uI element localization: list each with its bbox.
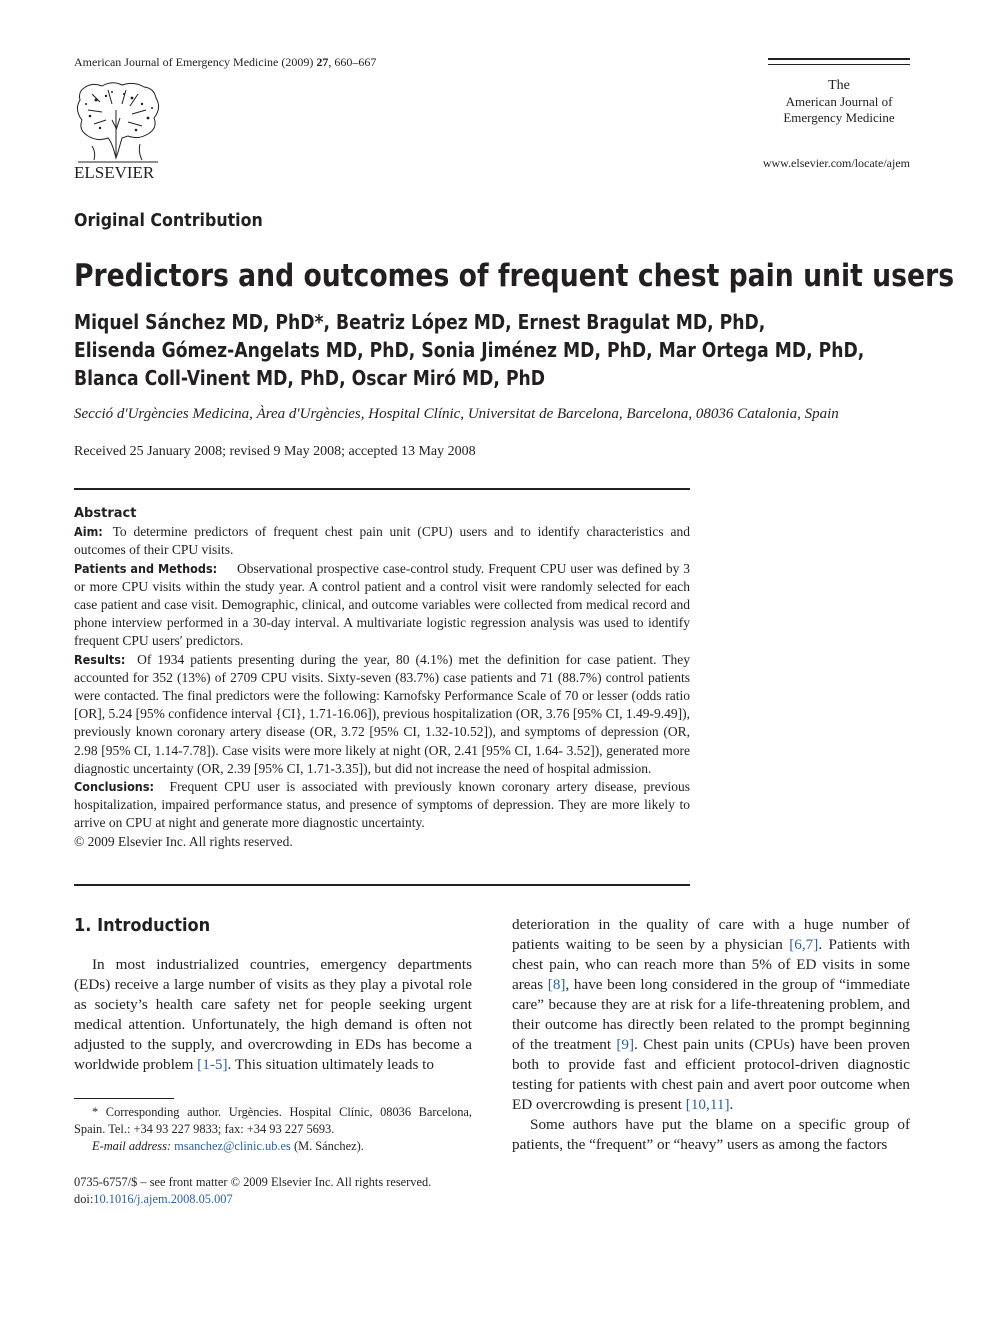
intro-paragraph-2: Some authors have put the blame on a specific group of patients, the “frequent” or “heavy” users as among the factors: [512, 1116, 910, 1153]
journal-name-block: [768, 78, 910, 126]
section-type: Original Contribution: [74, 210, 263, 231]
abstract-conclusions: Conclusions: Frequent CPU user is associated with previously known coronary artery disease, previous hospitalization, impaired performance status, and presence of symptoms of depression. They are more likely to arrive on CPU at night and generate more diagnostic uncertainty.: [74, 779, 690, 831]
abstract-rule-bottom: [74, 884, 690, 886]
reference-link[interactable]: [8]: [547, 976, 566, 993]
issn-block: [74, 1174, 472, 1208]
aim-label: Aim:: [74, 524, 103, 540]
journal-rule-bottom: [768, 64, 910, 65]
intro-right-column: [512, 915, 910, 1155]
authors-line2: Elisenda Gómez-Angelats MD, PhD, Sonia Jiménez MD, PhD, Mar Ortega MD, PhD,: [74, 338, 865, 362]
journal-name-line3: Emergency Medicine: [783, 110, 895, 125]
abstract-aim: Aim: To determine predictors of frequent chest pain unit (CPU) users and to identify characteristics and outcomes of their CPU visits.: [74, 524, 690, 558]
reference-link[interactable]: [6,7]: [789, 936, 819, 953]
reference-link[interactable]: [1-5]: [197, 1056, 228, 1073]
corresponding-author: * Corresponding author. Urgències. Hospital Clínic, 08036 Barcelona, Spain. Tel.: +34 93 227 9833; fax: +34 93 227 5693.: [74, 1105, 472, 1136]
reference-link[interactable]: [9]: [616, 1036, 635, 1053]
abstract-copyright: © 2009 Elsevier Inc. All rights reserved.: [74, 833, 293, 849]
issn-line: 0735-6757/$ – see front matter © 2009 Elsevier Inc. All rights reserved.: [74, 1175, 432, 1189]
abstract-rule-top: [74, 488, 690, 490]
conclusions-label: Conclusions:: [74, 779, 155, 795]
results-label: Results:: [74, 651, 126, 667]
article-title: Predictors and outcomes of frequent chest pain unit users: [74, 258, 955, 294]
journal-url[interactable]: www.elsevier.com/locate/ajem: [762, 156, 910, 170]
intro-paragraph-1-cont: deterioration in the quality of care with a huge number of patients waiting to be seen by a physician [6,7]. Patients with chest pain, who can reach more than 5% of ED visits in some areas [8], have been long considered in the group of “immediate care” because they are at risk for a life-threatening problem, and their outcome has directly been related to the prompt beginning of the treatment [9]. Chest pain units (CPUs) have been proven both to provide fast and efficient protocol-driven diagnostic testing for patients with chest pain and avert poor outcome when ED overcrowding is present [10,11].: [512, 916, 911, 1113]
article-dates: Received 25 January 2008; revised 9 May 2008; accepted 13 May 2008: [74, 444, 476, 459]
reference-link[interactable]: [10,11]: [685, 1096, 730, 1113]
author-list: [74, 308, 864, 392]
journal-citation: American Journal of Emergency Medicine (2009) 27, 660–667: [74, 55, 377, 69]
abstract: [74, 505, 690, 851]
section-heading-introduction: 1. Introduction: [74, 915, 211, 936]
abstract-methods: Patients and Methods: Observational prospective case-control study. Frequent CPU user was defined by 3 or more CPU visits within the study year. A control patient and a control visit were randomly selected for each case patient and case visit. Demographic, clinical, and outcome variables were collected from medical record and phone interview performed in a 30-day interval. A multivariate logistic regression analysis was used to identify frequent CPU users′ predictors.: [74, 560, 690, 649]
journal-rule-top: [768, 58, 910, 60]
doi-link[interactable]: 10.1016/j.ajem.2008.05.007: [93, 1192, 233, 1206]
journal-name-line1: The: [828, 78, 850, 93]
elsevier-logo: [72, 80, 164, 180]
abstract-results: Results: Of 1934 patients presenting during the year, 80 (4.1%) met the definition for case patient. They accounted for 352 (13%) of 2709 CPU visits. Sixty-seven (83.7%) case patients and 71 (88.7%) control patients were contacted. The final predictors were the following: Karnofsky Performance Scale of 70 or lesser (odds ratio [OR], 5.24 [95% confidence interval {CI}, 1.71-16.06]), previous hospitalization (OR, 3.76 [95% CI, 1.49-9.49]), previously known coronary artery disease (OR, 3.72 [95% CI, 1.32-10.52]), and symptoms of depression (OR, 2.98 [95% CI, 1.14-7.78]). Case visits were more likely at night (OR, 2.41 [95% CI, 1.64- 3.52]), generated more diagnostic uncertainty (OR, 2.39 [95% CI, 1.71-3.35]), but did not increase the need of hospital admission.: [74, 651, 690, 776]
abstract-heading: Abstract: [74, 506, 137, 521]
methods-label: Patients and Methods:: [74, 560, 218, 576]
email-link[interactable]: msanchez@clinic.ub.es: [174, 1139, 291, 1153]
svg-text:ELSEVIER: ELSEVIER: [74, 163, 155, 180]
corresponding-author-footnote: [74, 1104, 472, 1155]
email-line: E-mail address: msanchez@clinic.ub.es (M. Sánchez).: [92, 1139, 364, 1153]
authors-line3: Blanca Coll-Vinent MD, PhD, Oscar Miró MD, PhD: [74, 366, 546, 390]
affiliation: Secció d'Urgències Medicina, Àrea d'Urgències, Hospital Clínic, Universitat de Barcelona, Barcelona, 08036 Catalonia, Spain: [74, 406, 839, 422]
journal-name-line2: American Journal of: [785, 94, 893, 109]
authors-line1: Miquel Sánchez MD, PhD*, Beatriz López MD, Ernest Bragulat MD, PhD,: [74, 310, 766, 334]
footnote-rule: [74, 1098, 174, 1099]
doi-line: doi:10.1016/j.ajem.2008.05.007: [74, 1192, 233, 1206]
intro-left-column: [74, 955, 472, 1075]
intro-paragraph-1: In most industrialized countries, emergency departments (EDs) receive a large number of visits as they play a pivotal role as society’s health care safety net for people seeking urgent medical attention. Unfortunately, the high demand is often not adjusted to the supply, and overcrowding in EDs has become a worldwide problem [1-5]. This situation ultimately leads to: [74, 956, 472, 1073]
